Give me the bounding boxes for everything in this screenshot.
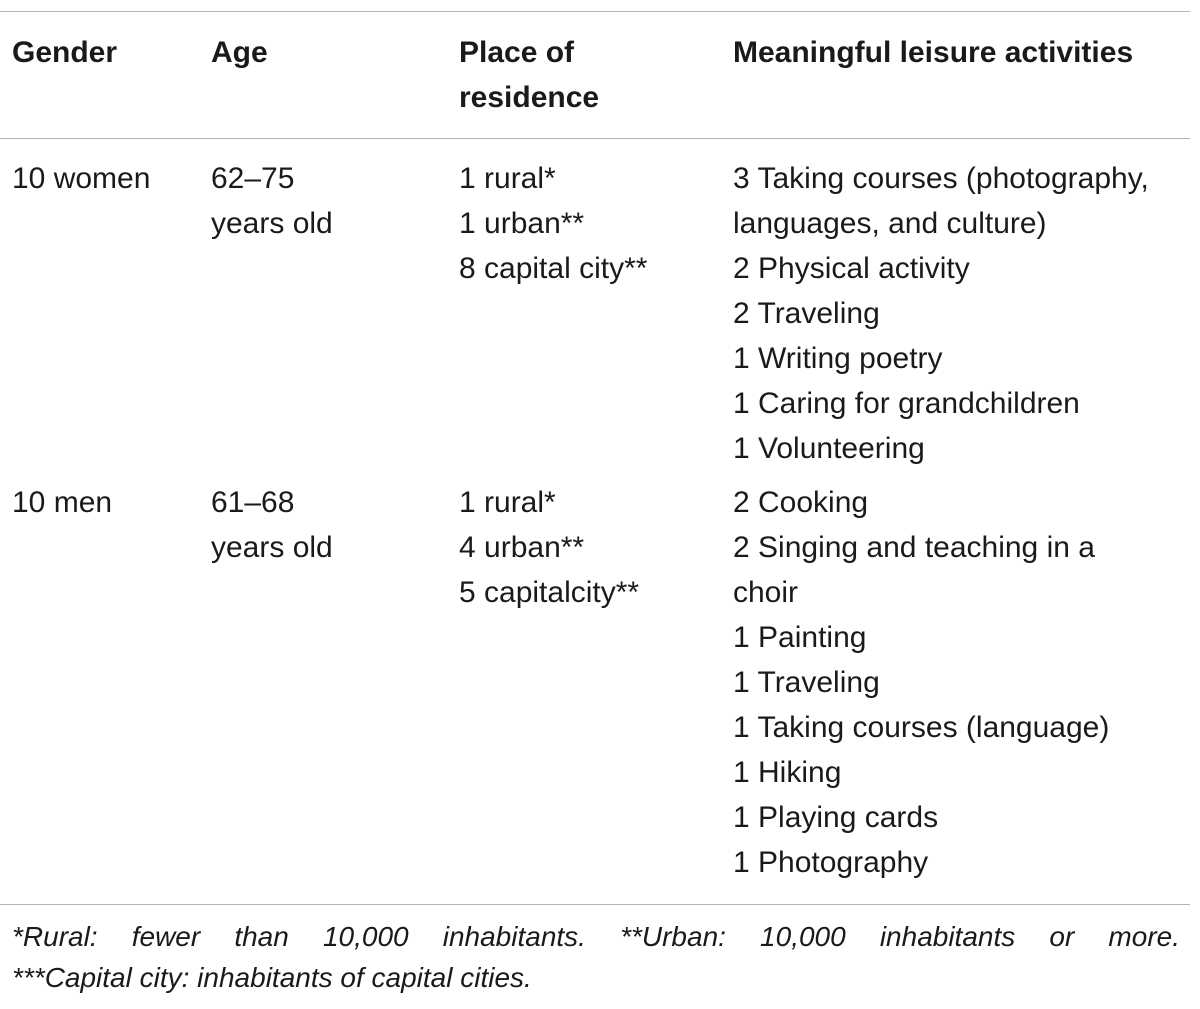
header-gender: Gender xyxy=(12,36,118,69)
activity-item: 1 Traveling xyxy=(733,666,880,699)
header-place-line1: Place of xyxy=(459,36,575,69)
activity-item: 1 Taking courses (language) xyxy=(733,711,1110,744)
place-item: 8 capital city** xyxy=(459,252,648,285)
place-item: 5 capitalcity** xyxy=(459,576,640,609)
activity-item: 2 Traveling xyxy=(733,297,880,330)
header-place-line2: residence xyxy=(459,81,600,114)
table-row-men-activities xyxy=(733,480,1109,885)
header-age: Age xyxy=(211,36,268,69)
table-row-women-place xyxy=(459,156,647,291)
header-meaningful-leisure-activities: Meaningful leisure activities xyxy=(733,36,1134,69)
age-range: 61–68 xyxy=(211,486,295,519)
age-range: 62–75 xyxy=(211,162,295,195)
activity-item: 1 Writing poetry xyxy=(733,342,943,375)
footnote-line-1: *Rural: fewer than 10,000 inhabitants. **Urban: 10,000 inhabitants or more. xyxy=(12,921,1180,952)
place-item: 4 urban** xyxy=(459,531,585,564)
activity-item: choir xyxy=(733,576,799,609)
activity-item: 1 Hiking xyxy=(733,756,842,789)
header-rule xyxy=(0,138,1190,139)
place-item: 1 rural* xyxy=(459,162,556,195)
activity-item: 2 Physical activity xyxy=(733,252,970,285)
footer-rule xyxy=(0,904,1190,905)
table-top-rule xyxy=(0,11,1190,12)
table-row-women-age xyxy=(211,156,333,246)
activity-item: 1 Playing cards xyxy=(733,801,939,834)
activity-item: 3 Taking courses (photography, xyxy=(733,162,1149,195)
table-row-men-place xyxy=(459,480,639,615)
activity-item: 2 Singing and teaching in a xyxy=(733,531,1095,564)
header-place-of-residence xyxy=(459,30,599,120)
footnote-line-2: ***Capital city: inhabitants of capital cities. xyxy=(12,962,532,993)
place-item: 1 rural* xyxy=(459,486,556,519)
table-row-women-activities xyxy=(733,156,1149,471)
place-item: 1 urban** xyxy=(459,207,585,240)
table-row-men-gender: 10 men xyxy=(12,486,113,519)
age-unit: years old xyxy=(211,207,333,240)
activity-item: 1 Photography xyxy=(733,846,929,879)
activity-item: languages, and culture) xyxy=(733,207,1047,240)
age-unit: years old xyxy=(211,531,333,564)
table-footnote xyxy=(12,916,1180,998)
activity-item: 1 Volunteering xyxy=(733,432,925,465)
table-row-men-age xyxy=(211,480,333,570)
activity-item: 2 Cooking xyxy=(733,486,869,519)
activity-item: 1 Caring for grandchildren xyxy=(733,387,1080,420)
table-row-women-gender: 10 women xyxy=(12,162,151,195)
activity-item: 1 Painting xyxy=(733,621,867,654)
